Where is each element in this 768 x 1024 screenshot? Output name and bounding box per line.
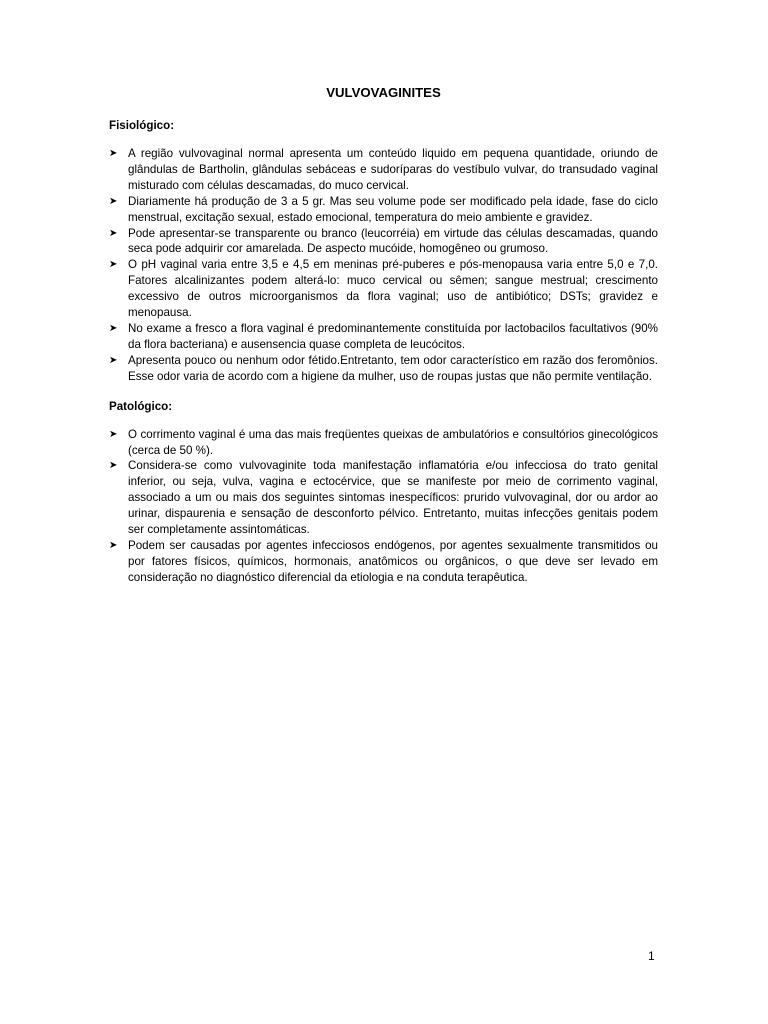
arrow-bullet-icon: ➤ <box>109 259 118 271</box>
arrow-bullet-icon: ➤ <box>109 227 118 239</box>
section-heading: Fisiológico: <box>109 119 175 132</box>
arrow-bullet-icon: ➤ <box>109 322 118 334</box>
bullet-item <box>109 427 658 459</box>
bullet-text: O corrimento vaginal é uma das mais freqüentes queixas de ambulatórios e consultórios ginecológicos (cerca de 50 %). <box>128 427 658 457</box>
section-heading: Patológico: <box>109 399 173 413</box>
bullet-item <box>109 538 658 586</box>
bullet-item <box>109 226 658 258</box>
arrow-bullet-icon: ➤ <box>109 195 118 207</box>
bullet-item <box>109 146 658 194</box>
arrow-bullet-icon: ➤ <box>109 460 118 472</box>
section-patologico <box>109 399 658 586</box>
bullet-text: Considera-se como vulvovaginite toda manifestação inflamatória e/ou infecciosa do trato genital inferior, ou seja, vulva, vagina e ectocérvice, que se manifeste por meio de corrimento vaginal, associado a um ou mais dos seguintes sintomas inespecíficos: prurido vulvovaginal, dor ou ardor ao urinar, dispaurenia e sensação de desconforto pélvico. Entretanto, muitas infecções genitais podem ser completamente assintomáticas. <box>128 459 658 537</box>
bullet-text: A região vulvovaginal normal apresenta um conteúdo liquido em pequena quantidade, oriundo de glândulas de Bartholin, glândulas sebáceas e sudoríparas do vestíbulo vulvar, do transudado vaginal misturado com células descamadas, do muco cervical. <box>128 147 658 192</box>
arrow-bullet-icon: ➤ <box>109 428 118 440</box>
bullet-item <box>109 257 658 321</box>
bullet-list <box>109 427 658 586</box>
bullet-list <box>109 146 658 385</box>
arrow-bullet-icon: ➤ <box>109 354 118 366</box>
page-number: 1 <box>648 949 655 963</box>
bullet-item <box>109 353 658 385</box>
bullet-item <box>109 321 658 353</box>
bullet-item <box>109 194 658 226</box>
section-fisiologico <box>109 118 658 385</box>
document-page <box>109 84 658 600</box>
bullet-text: O pH vaginal varia entre 3,5 e 4,5 em meninas pré-puberes e pós-menopausa varia entre 5,0 e 7,0. Fatores alcalinizantes podem alterá-lo: muco cervical ou sêmen; sangue mestrual; crescimento excessivo de outros microorganismos da flora vaginal; uso de antibiótico; DSTs; gravidez e menopausa. <box>128 258 658 320</box>
document-title: VULVOVAGINITES <box>326 85 441 100</box>
arrow-bullet-icon: ➤ <box>109 539 118 551</box>
bullet-text: Podem ser causadas por agentes infecciosos endógenos, por agentes sexualmente transmitidos ou por fatores físicos, químicos, hormonais, anatômicos ou orgânicos, o que deve ser levado em consideração no diagnóstico diferencial da etiologia e na conduta terapêutica. <box>128 538 658 584</box>
arrow-bullet-icon: ➤ <box>109 148 118 159</box>
bullet-text: Pode apresentar-se transparente ou branco (leucorréia) em virtude das células descamadas, quando seca pode adquirir cor amarelada. De aspecto mucóide, homogêneo ou grumoso. <box>128 226 658 256</box>
bullet-text: Diariamente há produção de 3 a 5 gr. Mas seu volume pode ser modificado pela idade, fase do ciclo menstrual, excitação sexual, estado emocional, temperatura do meio ambiente e gravidez. <box>128 194 658 224</box>
bullet-text: No exame a fresco a flora vaginal é predominantemente constituída por lactobacilos facultativos (90% da flora bacteriana) e ausensencia quase completa de leucócitos. <box>128 321 658 351</box>
bullet-text: Apresenta pouco ou nenhum odor fétido.Entretanto, tem odor característico em razão dos feromônios. Esse odor varia de acordo com a higiene da mulher, uso de roupas justas que não permite ventilação. <box>128 353 658 383</box>
bullet-item <box>109 458 658 538</box>
